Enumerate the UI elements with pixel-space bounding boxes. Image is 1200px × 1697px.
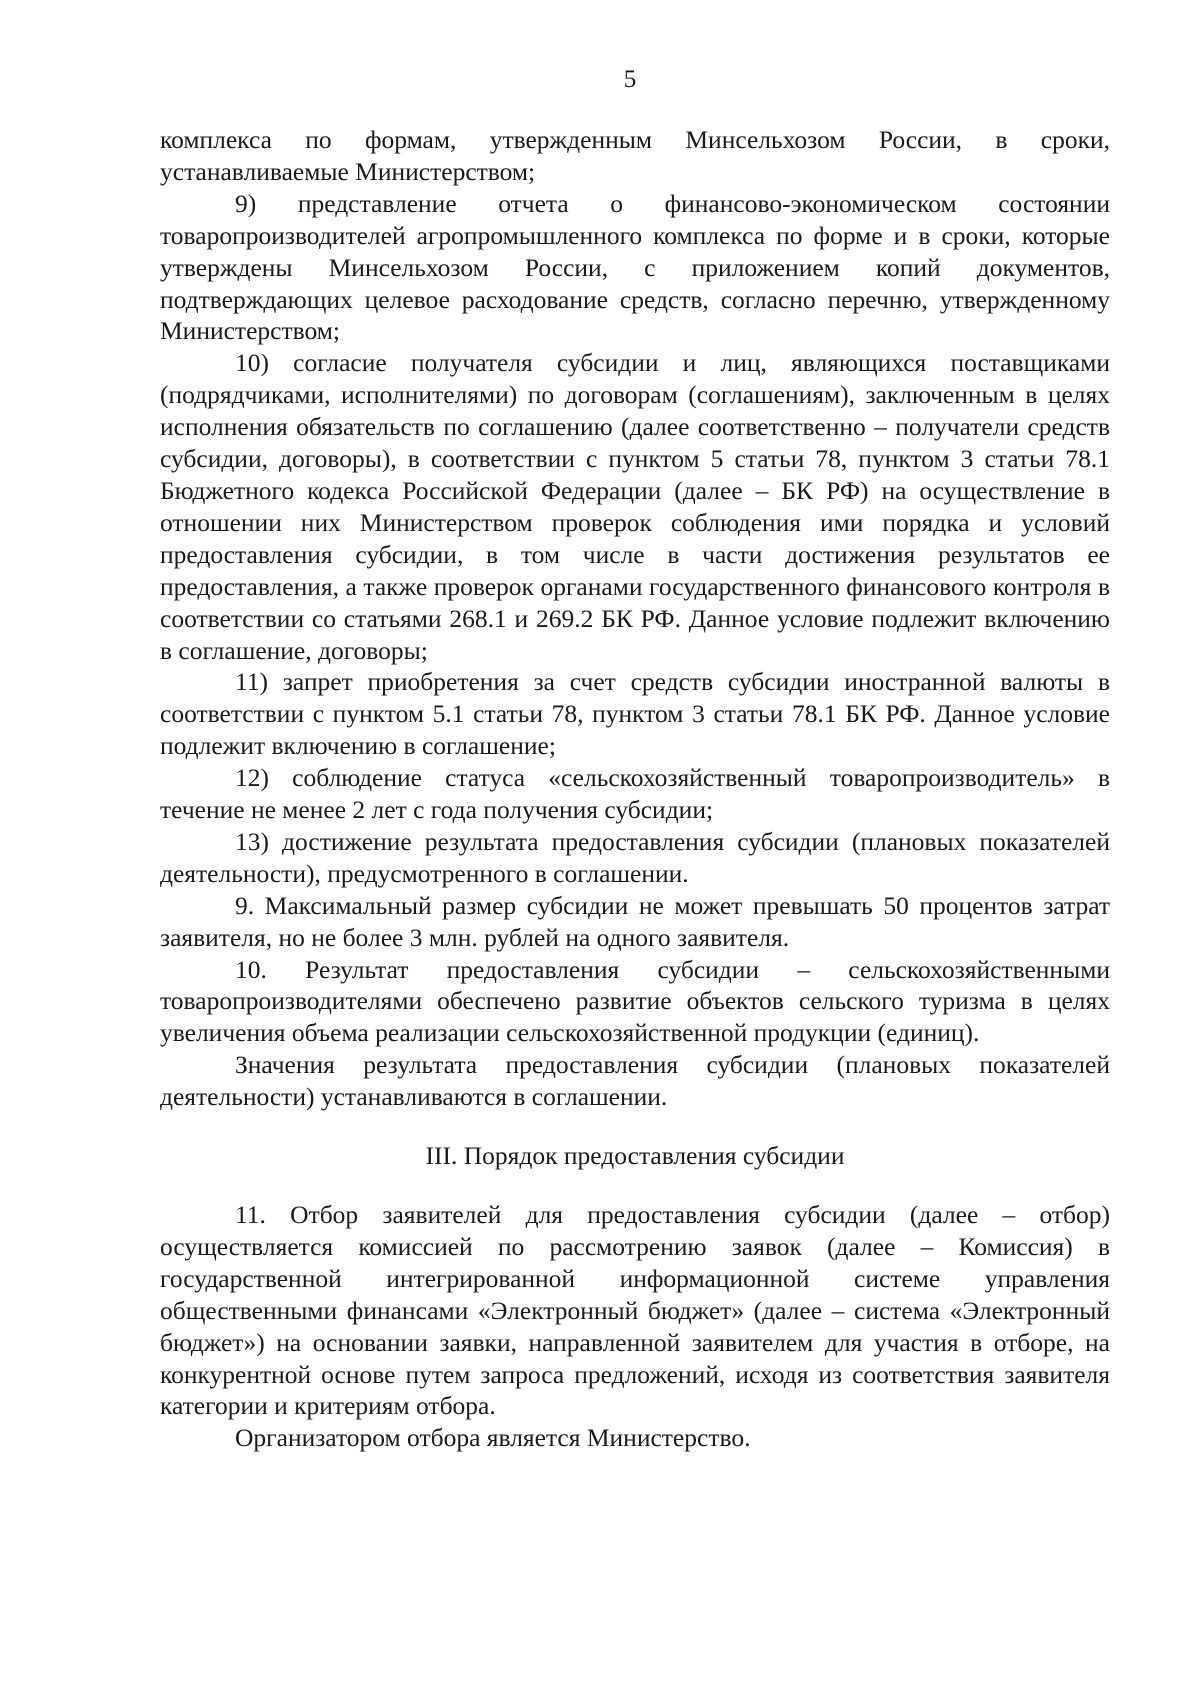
- paragraph-continuation: комплекса по формам, утвержденным Минсельхозом России, в сроки, устанавливаемые Министерством;: [160, 125, 1110, 186]
- paragraph-item-12: 12) соблюдение статуса «сельскохозяйственный товаропроизводитель» в течение не менее 2 лет с года получения субсидии;: [160, 763, 1110, 825]
- section-heading: [160, 1140, 1110, 1172]
- page-number: 5: [623, 66, 637, 93]
- paragraph-item-13: 13) достижение результата предоставления субсидии (плановых показателей деятельности), предусмотренного в соглашении.: [160, 826, 1110, 888]
- paragraph-item-9: 9) представление отчета о финансово-экономическом состоянии товаропроизводителей агропромышленного комплекса по форме и в сроки, которые утверждены Минсельхозом России, с приложением копий документов, подтверждающих целевое расходование средств, согласно перечню, утвержденному Министерством;: [160, 188, 1110, 346]
- paragraph-item-10: 10) согласие получателя субсидии и лиц, являющихся поставщиками (подрядчиками, исполнителями) по договорам (соглашениям), заключенным в целях исполнения обязательств по соглашению (далее соответственно – получатели средств субсидии, договоры), в соответствии с пунктом 5 статьи 78, пунктом 3 статьи 78.1 Бюджетного кодекса Российской Федерации (далее – БК РФ) на осуществление в отношении них Министерством проверок соблюдения ими порядка и условий предоставления субсидии, в том числе в части достижения результатов ее предоставления, а также проверок органами государственного финансового контроля в соответствии со статьями 268.1 и 269.2 БК РФ. Данное условие подлежит включению в соглашение, договоры;: [160, 348, 1110, 665]
- document-body: [160, 124, 1110, 1454]
- paragraph-organizer: Организатором отбора является Министерство.: [235, 1423, 751, 1453]
- paragraph-clause-9: 9. Максимальный размер субсидии не может превышать 50 процентов затрат заявителя, но не более 3 млн. рублей на одного заявителя.: [160, 890, 1110, 952]
- paragraph-clause-10: 10. Результат предоставления субсидии – сельскохозяйственными товаропроизводителями обеспечено развитие объектов сельского туризма в целях увеличения объема реализации сельскохозяйственной продукции (единиц).: [160, 954, 1110, 1048]
- section-heading-text: III. Порядок предоставления субсидии: [425, 1141, 845, 1171]
- paragraph-clause-11: 11. Отбор заявителей для предоставления субсидии (далее – отбор) осуществляется комиссией по рассмотрению заявок (далее – Комиссия) в государственной интегрированной информационной системе управления общественными финансами «Электронный бюджет» (далее – система «Электронный бюджет») на основании заявки, направленной заявителем для участия в отборе, на конкурентной основе путем запроса предложений, исходя из соответствия заявителя категории и критериям отбора.: [160, 1200, 1110, 1421]
- paragraph-item-11: 11) запрет приобретения за счет средств субсидии иностранной валюты в соответствии с пунктом 5.1 статьи 78, пунктом 3 статьи 78.1 БК РФ. Данное условие подлежит включению в соглашение;: [160, 667, 1110, 761]
- paragraph-result-values: Значения результата предоставления субсидии (плановых показателей деятельности) устанавливаются в соглашении.: [160, 1050, 1110, 1112]
